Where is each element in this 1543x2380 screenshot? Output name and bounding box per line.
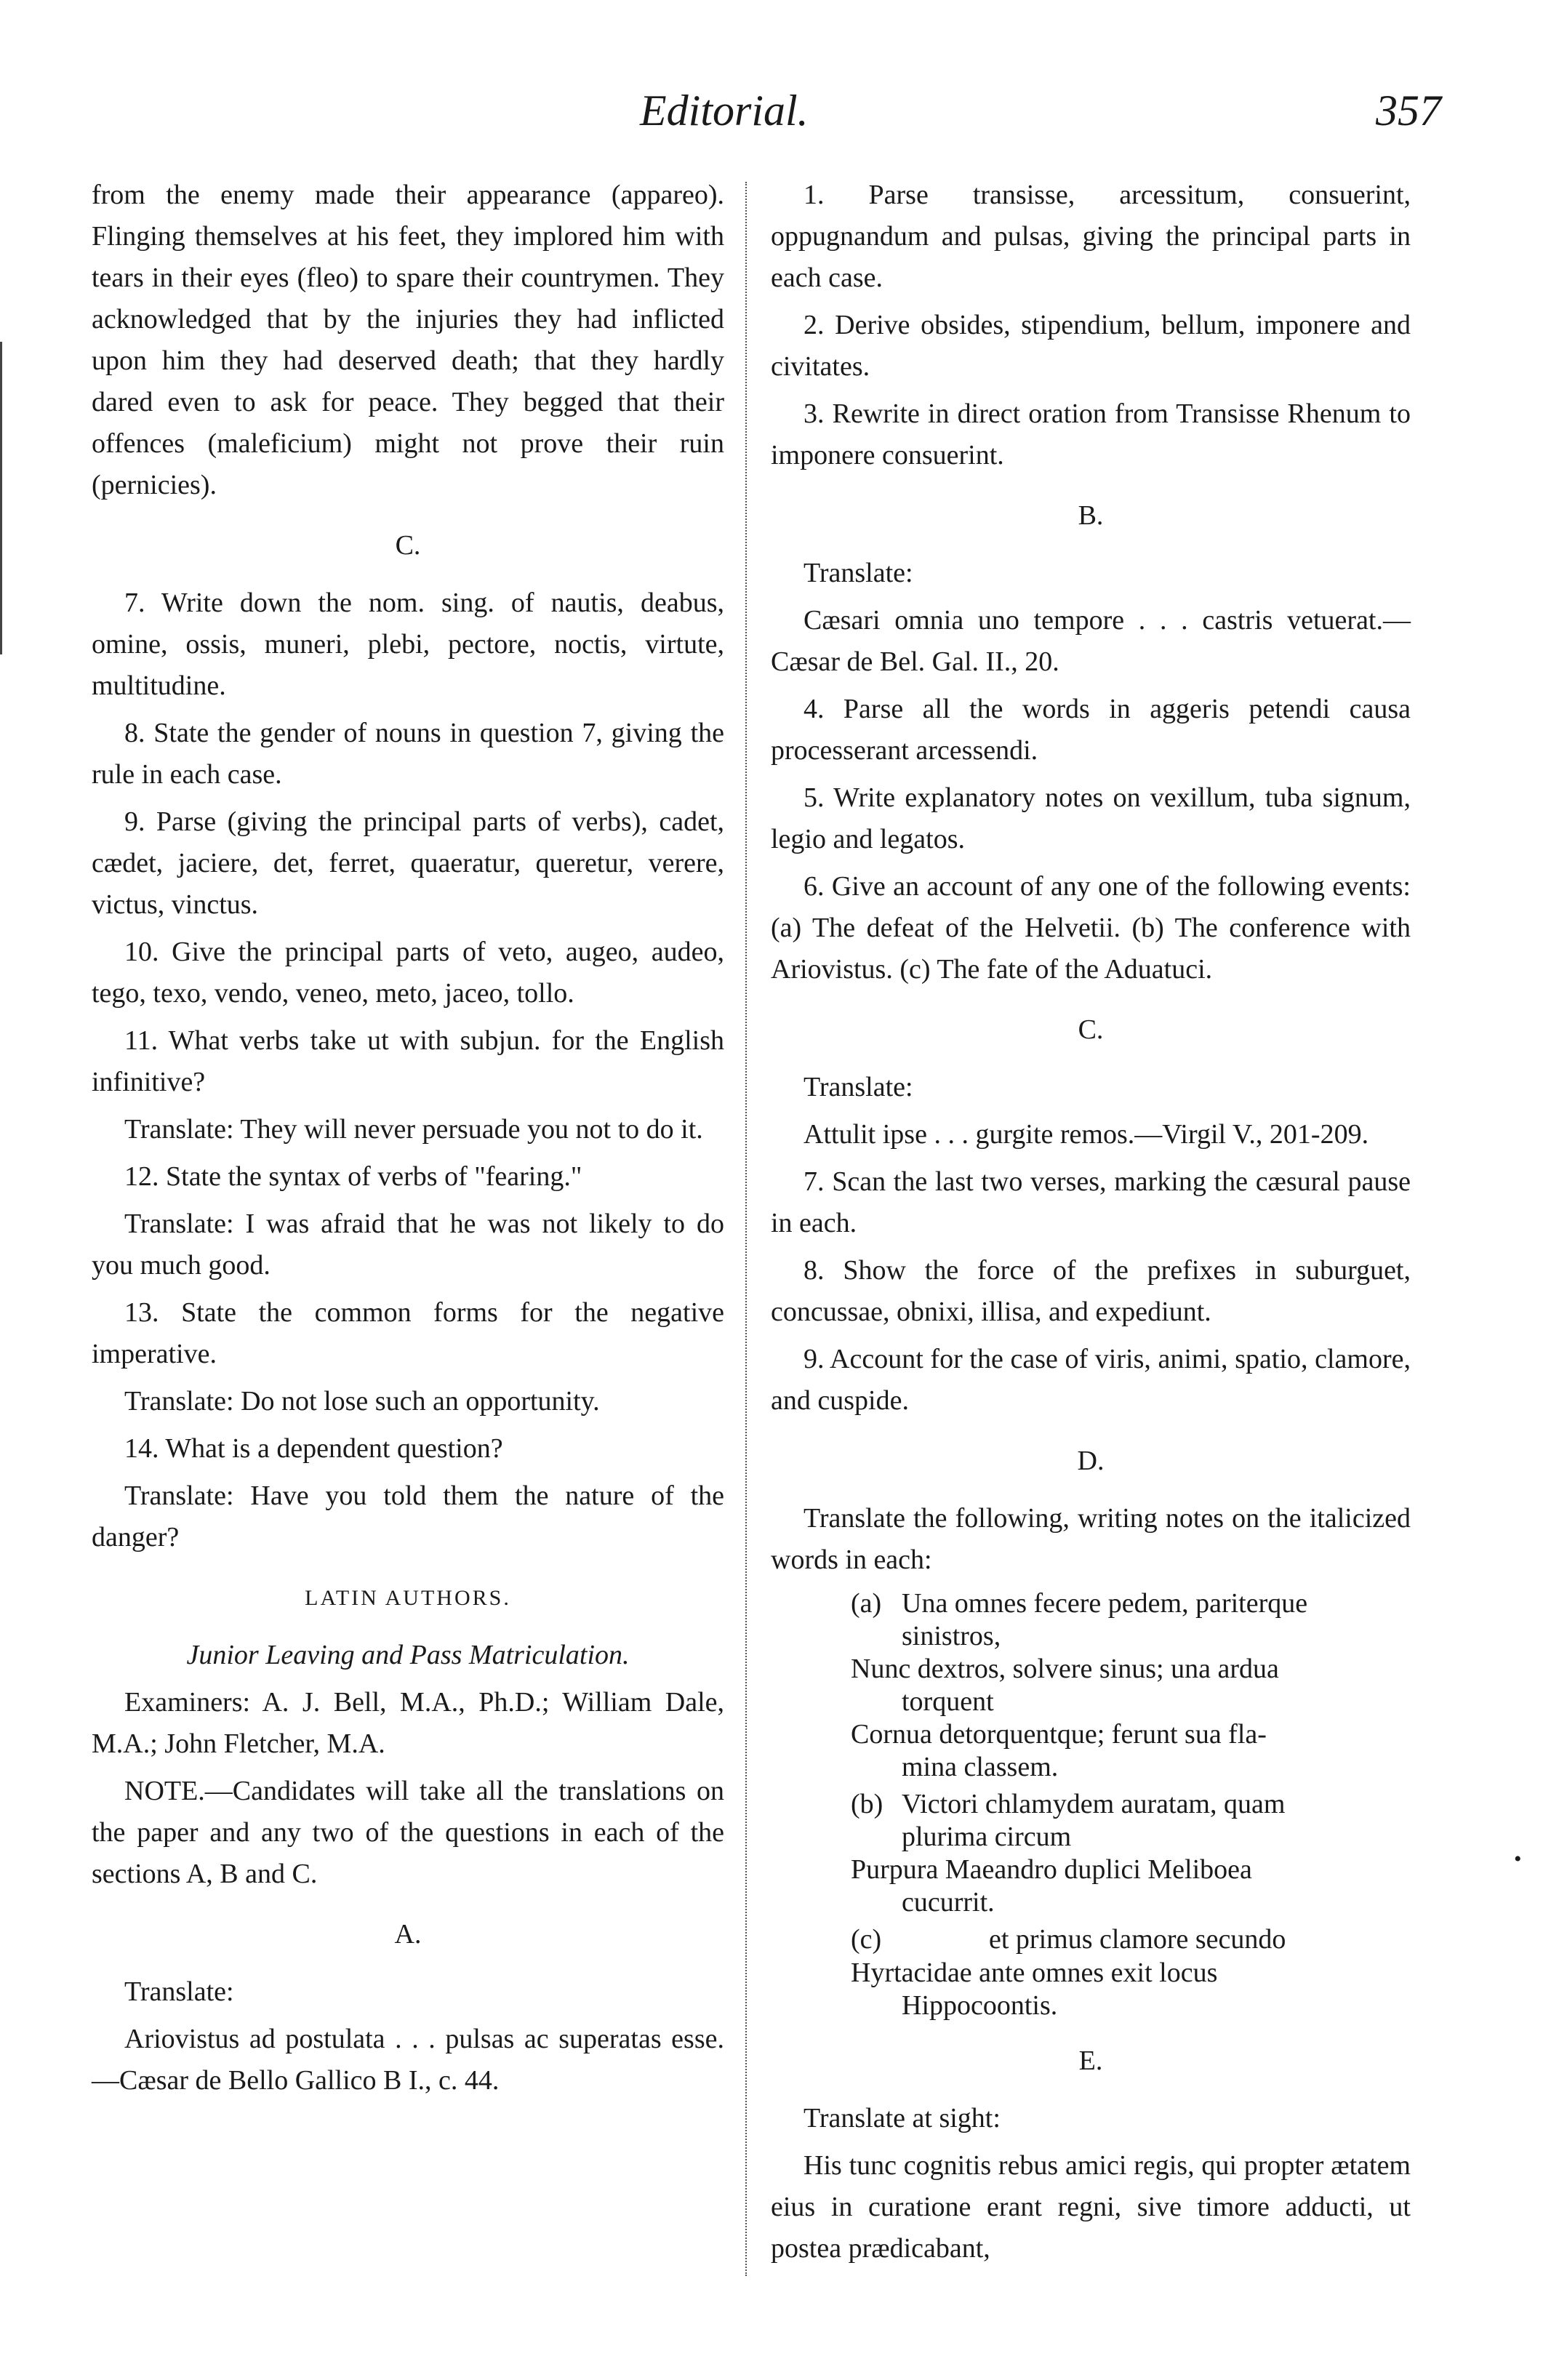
question-7-right: 7. Scan the last two verses, marking the cæsural pause in each.	[771, 1166, 1411, 1238]
section-b-translate: Translate:	[803, 558, 913, 588]
verse-line: torquent	[902, 1686, 994, 1717]
section-heading-d: D.	[1077, 1446, 1105, 1476]
verse-b	[771, 1787, 1411, 1918]
latin-authors-heading: LATIN AUTHORS.	[305, 1586, 511, 1610]
translate-13: Translate: Do not lose such an opportunity.	[124, 1386, 600, 1417]
verse-line: Una omnes fecere pedem, pariterque	[902, 1588, 1308, 1619]
question-6: 6. Give an account of any one of the following events: (a) The defeat of the Helvetii. (b) The conference with Ariovistus. (c) The fate of the Aduatuci.	[771, 871, 1411, 985]
exam-title: Junior Leaving and Pass Matriculation.	[186, 1640, 630, 1670]
section-heading-b: B.	[1078, 500, 1104, 531]
translate-12: Translate: I was afraid that he was not likely to do you much good.	[92, 1209, 724, 1281]
verse-line: Cornua detorquentque; ferunt sua fla-	[851, 1719, 1267, 1750]
section-b-passage: Cæsari omnia uno tempore . . . castris vetuerat.—Cæsar de Bel. Gal. II., 20.	[771, 605, 1411, 677]
verse-line: Hippocoontis.	[902, 1990, 1058, 2021]
verse-line: Purpura Maeandro duplici Meliboea	[851, 1854, 1252, 1885]
translate-passage: Ariovistus ad postulata . . . pulsas ac superatas esse.—Cæsar de Bello Gallico B I., c. 44.	[92, 2024, 724, 2096]
question-9-right: 9. Account for the case of viris, animi, spatio, clamore, and cuspide.	[771, 1344, 1411, 1416]
question-11: 11. What verbs take ut with subjun. for the English infinitive?	[92, 1025, 724, 1097]
question-2: 2. Derive obsides, stipendium, bellum, imponere and civitates.	[771, 310, 1411, 382]
column-divider	[745, 182, 747, 2276]
verse-line: sinistros,	[902, 1621, 1001, 1651]
section-heading-c: C.	[395, 530, 421, 561]
verse-line: mina classem.	[902, 1752, 1059, 1782]
verse-line: Victori chlamydem auratam, quam	[902, 1789, 1286, 1819]
verse-line: Hyrtacidae ante omnes exit locus	[851, 1958, 1218, 1988]
continuation-paragraph: from the enemy made their appearance (appareo). Flinging themselves at his feet, they implored him with tears in their eyes (fleo) to spare their countrymen. They acknowledged that by the injuries they had inflicted upon him they had deserved death; that they hardly dared even to ask for peace. They begged that their offences (maleficium) might not prove their ruin (pernicies).	[92, 180, 724, 500]
translate-14: Translate: Have you told them the nature of the danger?	[92, 1481, 724, 1552]
question-12: 12. State the syntax of verbs of "fearing."	[124, 1161, 582, 1192]
running-title: Editorial.	[640, 87, 809, 135]
verse-a	[771, 1587, 1411, 1783]
section-heading-c-right: C.	[1078, 1014, 1104, 1045]
verse-line: cucurrit.	[902, 1887, 995, 1918]
question-8-right: 8. Show the force of the prefixes in suburguet, concussae, obnixi, illisa, and expediunt.	[771, 1255, 1411, 1327]
question-7: 7. Write down the nom. sing. of nautis, deabus, omine, ossis, muneri, plebi, pectore, noctis, virtute, multitudine.	[92, 588, 724, 701]
question-4: 4. Parse all the words in aggeris petendi causa processerant arcessendi.	[771, 694, 1411, 766]
note: NOTE.—Candidates will take all the translations on the paper and any two of the questions in each of the sections A, B and C.	[92, 1776, 724, 1889]
section-c-passage: Attulit ipse . . . gurgite remos.—Virgil V., 201-209.	[803, 1119, 1369, 1150]
question-10: 10. Give the principal parts of veto, augeo, audeo, tego, texo, vendo, veneo, meto, jaceo, tollo.	[92, 937, 724, 1009]
section-heading-e: E.	[1078, 2046, 1103, 2076]
translate-11: Translate: They will never persuade you not to do it.	[124, 1114, 703, 1145]
margin-bullet: •	[1514, 1847, 1522, 1871]
section-e-translate: Translate at sight:	[803, 2103, 1001, 2133]
verse-line: Nunc dextros, solvere sinus; una ardua	[851, 1654, 1279, 1684]
question-9: 9. Parse (giving the principal parts of verbs), cadet, cædet, jaciere, det, ferret, quaeratur, queretur, verere, victus, vinctus.	[92, 806, 724, 920]
examiners: Examiners: A. J. Bell, M.A., Ph.D.; William Dale, M.A.; John Fletcher, M.A.	[92, 1687, 724, 1759]
verse-c-label: (c)	[851, 1924, 882, 1955]
question-1: 1. Parse transisse, arcessitum, consuerint, oppugnandum and pulsas, giving the principal parts in each case.	[771, 180, 1411, 293]
verse-c	[771, 1923, 1411, 2022]
question-3: 3. Rewrite in direct oration from Transisse Rhenum to imponere consuerint.	[771, 398, 1411, 470]
question-13: 13. State the common forms for the negative imperative.	[92, 1297, 724, 1369]
verse-b-label: (b)	[851, 1789, 883, 1819]
verse-a-label: (a)	[851, 1588, 882, 1619]
section-heading-a: A.	[394, 1919, 422, 1950]
section-d-intro: Translate the following, writing notes on the italicized words in each:	[771, 1503, 1411, 1575]
section-c-translate: Translate:	[803, 1072, 913, 1102]
translate-label: Translate:	[124, 1976, 234, 2007]
question-14: 14. What is a dependent question?	[124, 1433, 503, 1464]
page-number: 357	[1376, 87, 1441, 135]
right-column	[771, 175, 1411, 2275]
verse-line: plurima circum	[902, 1822, 1072, 1852]
section-e-passage: His tunc cognitis rebus amici regis, qui propter ætatem eius in curatione erant regni, sive timore adducti, ut postea prædicabant,	[771, 2150, 1411, 2264]
verse-line: et primus clamore secundo	[989, 1924, 1286, 1955]
question-8: 8. State the gender of nouns in question 7, giving the rule in each case.	[92, 718, 724, 790]
margin-mark	[0, 342, 2, 654]
question-5: 5. Write explanatory notes on vexillum, tuba signum, legio and legatos.	[771, 782, 1411, 854]
left-column	[92, 175, 724, 2107]
